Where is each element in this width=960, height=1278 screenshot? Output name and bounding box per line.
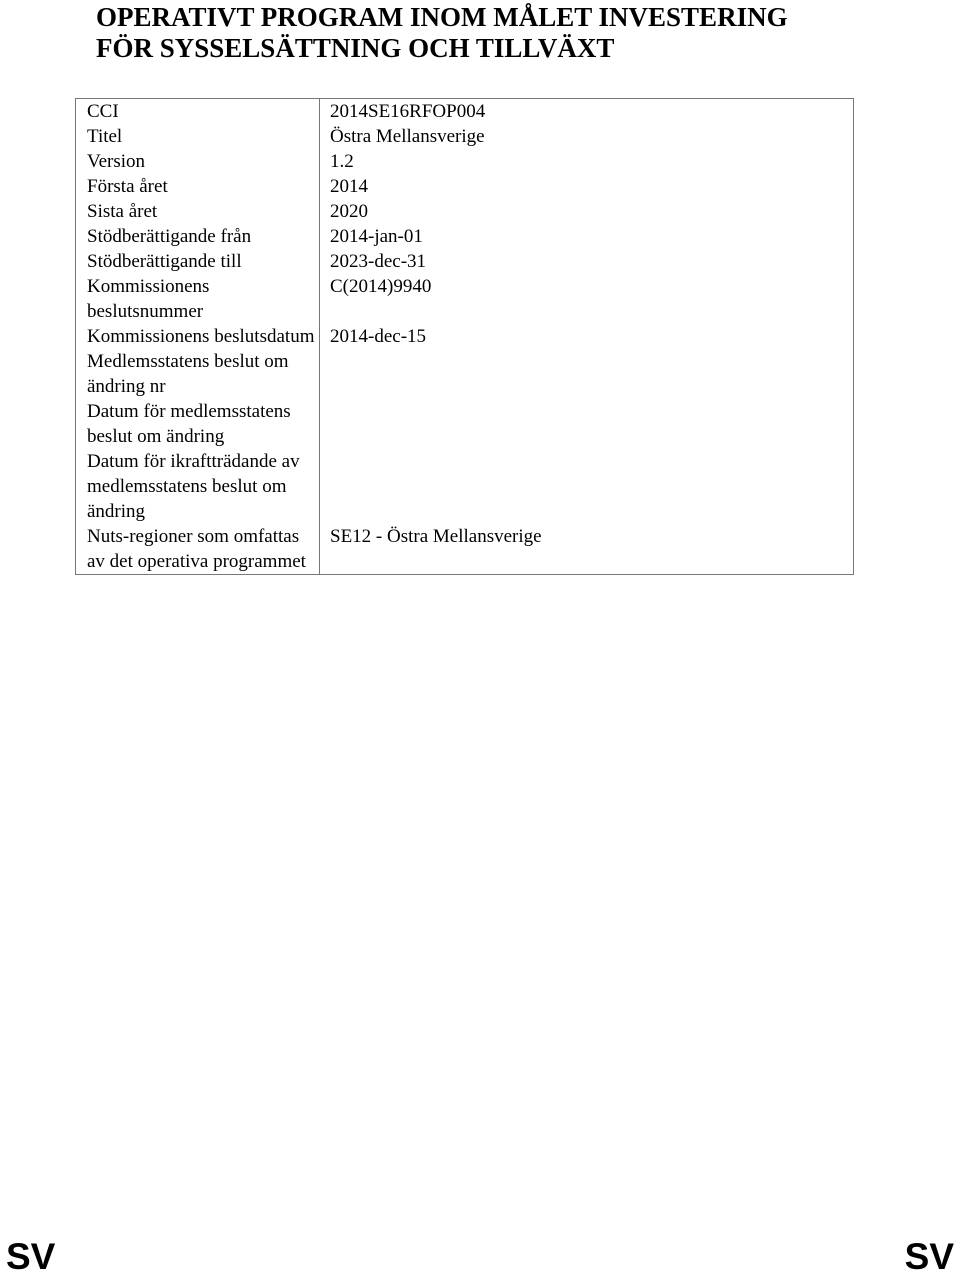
table-row (76, 99, 854, 125)
row-label-stod-fran: Stödberättigande från (76, 224, 320, 249)
row-label-sista-aret: Sista året (76, 199, 320, 224)
row-value-beslutsdatum: 2014-dec-15 (330, 326, 427, 347)
row-value-datum-beslut (320, 399, 854, 449)
row-label-andring-nr: Medlemsstatens beslut om ändring nr (76, 349, 320, 399)
table-row (76, 524, 854, 575)
table-row (76, 149, 854, 174)
table-row (76, 174, 854, 199)
document-title (96, 2, 788, 64)
row-value-version: 1.2 (330, 151, 354, 172)
row-value-sista-aret: 2020 (330, 201, 368, 222)
row-value-nuts-regioner: SE12 - Östra Mellansverige (330, 526, 542, 547)
language-mark-left: SV (6, 1236, 56, 1277)
row-label-version: Version (76, 149, 320, 174)
row-label-titel: Titel (76, 124, 320, 149)
row-label-cci: CCI (76, 99, 320, 125)
table-row (76, 199, 854, 224)
row-label-datum-beslut: Datum för medlemsstatens beslut om ändring (76, 399, 320, 449)
row-value-forsta-aret: 2014 (330, 176, 368, 197)
row-value-beslutsnummer: C(2014)9940 (330, 276, 432, 297)
table-row (76, 224, 854, 249)
row-value-stod-fran: 2014-jan-01 (330, 226, 423, 247)
row-value-titel: Östra Mellansverige (330, 126, 485, 147)
document-title-line-1: OPERATIVT PROGRAM INOM MÅLET INVESTERING (96, 2, 788, 32)
row-label-nuts-regioner: Nuts-regioner som omfattas av det operativa programmet (76, 524, 320, 575)
table-row (76, 449, 854, 524)
table-row (76, 124, 854, 149)
row-value-cci: 2014SE16RFOP004 (330, 101, 486, 122)
table-row (76, 399, 854, 449)
table-row (76, 274, 854, 324)
row-label-ikrafttradande: Datum för ikraftträdande av medlemsstatens beslut om ändring (76, 449, 320, 524)
row-value-ikrafttradande (320, 449, 854, 524)
table-row (76, 249, 854, 274)
row-label-beslutsnummer: Kommissionens beslutsnummer (76, 274, 320, 324)
row-label-beslutsdatum: Kommissionens beslutsdatum (76, 324, 320, 349)
table-row (76, 349, 854, 399)
row-label-forsta-aret: Första året (76, 174, 320, 199)
row-value-stod-till: 2023-dec-31 (330, 251, 427, 272)
document-title-line-2: FÖR SYSSELSÄTTNING OCH TILLVÄXT (96, 33, 615, 63)
row-label-stod-till: Stödberättigande till (76, 249, 320, 274)
language-mark-right: SV (904, 1236, 954, 1277)
programme-info-table (75, 98, 854, 575)
table-row (76, 324, 854, 349)
row-value-andring-nr (320, 349, 854, 399)
